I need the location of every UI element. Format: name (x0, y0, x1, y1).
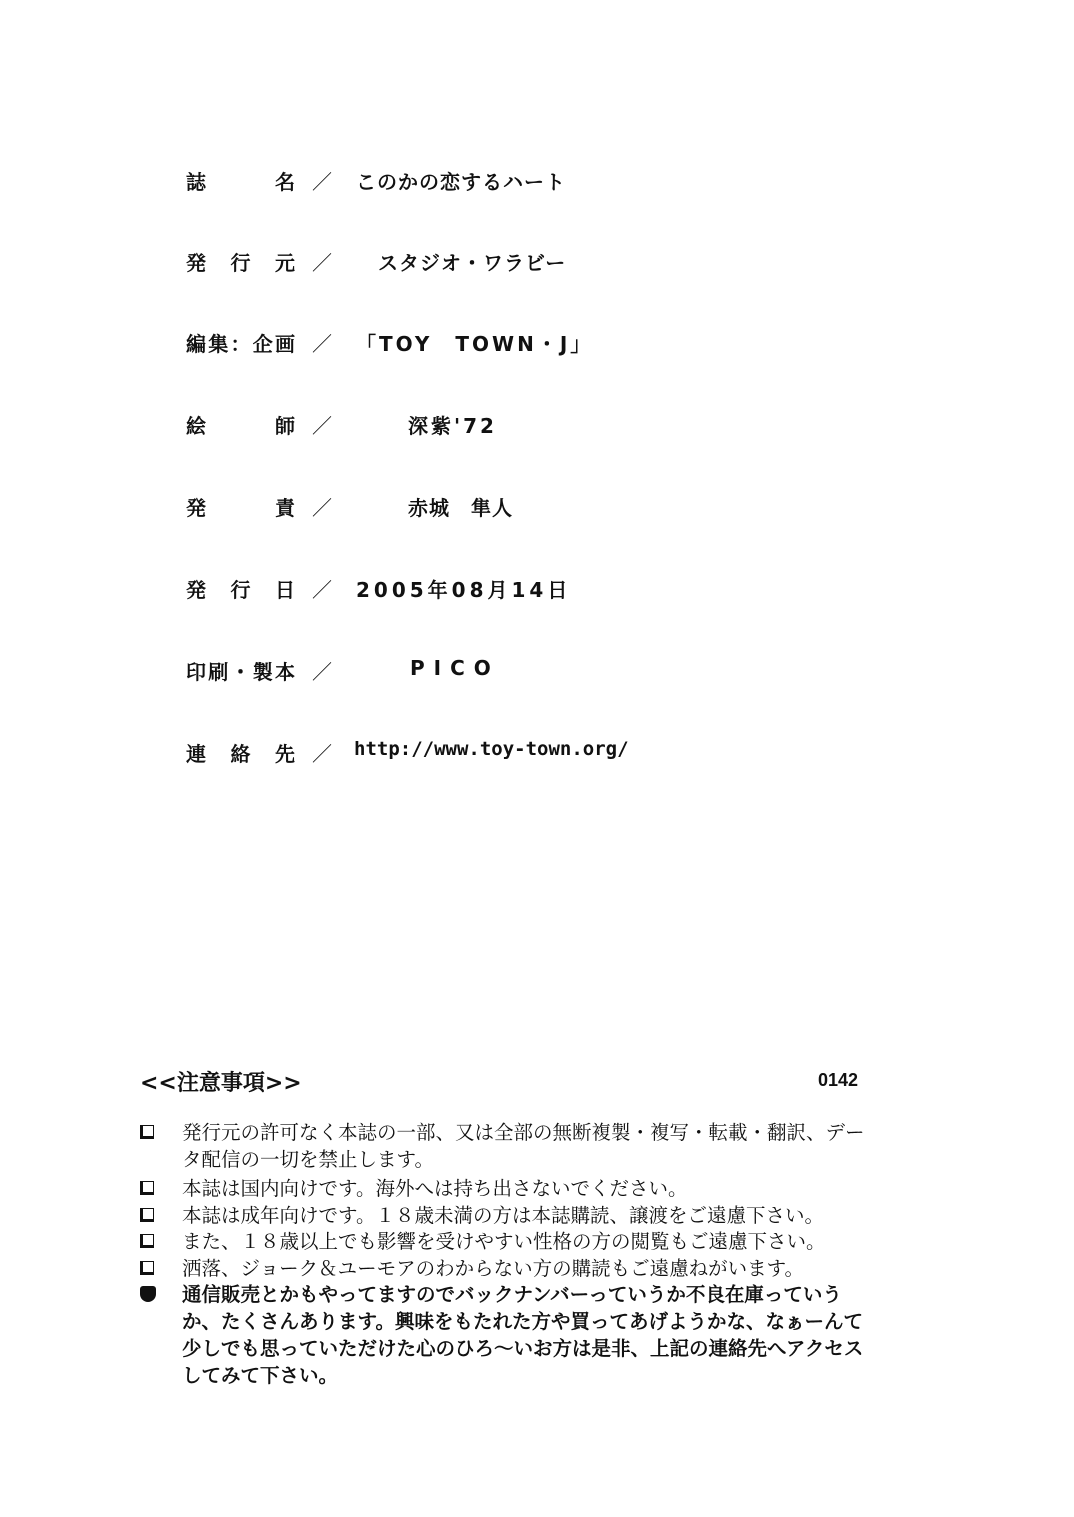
checkbox-icon (140, 1234, 154, 1248)
note-text: 洒落、ジョーク＆ユーモアのわからない方の購読もご遠慮ねがいます。 (182, 1257, 805, 1280)
note-item (140, 1255, 880, 1282)
separator: ／ (312, 332, 333, 356)
label-editor (186, 328, 296, 357)
label-char: 編 (186, 332, 207, 356)
page-number: 0142 (818, 1070, 859, 1090)
note-item (140, 1202, 880, 1229)
label-title (186, 166, 296, 195)
value-contact-url[interactable]: http://www.toy-town.org/ (354, 738, 629, 760)
label-char: 本 (275, 660, 296, 684)
notes-title: <<注意事項>> (140, 1071, 302, 1096)
value-artist: 深紫'72 (408, 414, 497, 438)
label-char: 絡 (230, 742, 252, 766)
label-char: 行 (230, 578, 252, 602)
value-title: このかの恋するハート (356, 170, 566, 194)
label-char: 先 (275, 742, 296, 766)
separator: ／ (312, 742, 333, 766)
label-char: 誌 (186, 170, 207, 194)
label-char: 発 (186, 251, 207, 275)
note-item (140, 1119, 880, 1173)
separator: ／ (312, 660, 333, 684)
value-printer: PICO (410, 656, 500, 680)
label-char: ・ (230, 660, 252, 684)
label-char: 製 (252, 660, 274, 684)
label-contact (186, 738, 296, 767)
checkbox-icon (140, 1125, 154, 1139)
label-char: 名 (275, 170, 296, 194)
checkbox-icon (140, 1208, 154, 1222)
separator: ／ (312, 496, 333, 520)
note-item-mail-order (140, 1281, 880, 1389)
label-char: 師 (275, 414, 296, 438)
note-item (140, 1175, 880, 1202)
value-publisher: スタジオ・ワラビー (378, 251, 567, 275)
note-text: 発行元の許可なく本誌の一部、又は全部の無断複製・複写・転載・翻訳、データ配信の一切を禁止します。 (182, 1121, 865, 1171)
checkbox-icon (140, 1181, 154, 1195)
label-artist (186, 410, 296, 439)
checkbox-icon (140, 1261, 154, 1275)
label-publisher (186, 247, 296, 276)
value-responsible: 赤城 隼人 (408, 496, 513, 520)
note-text: 通信販売とかもやってますのでバックナンバーっていうか不良在庫っていうか、たくさんあります。興味をもたれた方や買ってあげようかな、なぁーんて少しでも思っていただけた心のひろ～いお方は是非、上記の連絡先へアクセスしてみて下さい。 (182, 1283, 864, 1387)
label-char: 印 (186, 660, 207, 684)
label-char: 行 (230, 251, 252, 275)
label-char: 発 (186, 496, 207, 520)
separator: ／ (312, 251, 333, 275)
label-char: 連 (186, 742, 207, 766)
label-char: 絵 (186, 414, 207, 438)
label-date (186, 574, 296, 603)
label-char: 発 (186, 578, 207, 602)
label-char: 日 (275, 578, 296, 602)
note-item (140, 1228, 880, 1255)
label-char: 企 (252, 332, 274, 356)
separator: ／ (312, 170, 333, 194)
separator: ／ (312, 578, 333, 602)
label-char: 画 (275, 332, 296, 356)
label-char: ： (230, 332, 252, 356)
note-text: 本誌は国内向けです。海外へは持ち出さないでください。 (182, 1177, 688, 1200)
label-char: 元 (275, 251, 296, 275)
note-text: また、１８歳以上でも影響を受けやすい性格の方の閲覧もご遠慮下さい。 (182, 1230, 826, 1253)
value-editor: 「TOY TOWN・J」 (356, 332, 594, 356)
separator: ／ (312, 414, 333, 438)
label-printer (186, 656, 296, 685)
value-date: 2005年08月14日 (356, 578, 572, 602)
cube-bullet-icon (140, 1286, 156, 1302)
label-responsible (186, 492, 296, 521)
label-char: 刷 (208, 660, 230, 684)
label-char: 集 (208, 332, 230, 356)
note-text: 本誌は成年向けです。１８歳未満の方は本誌購読、譲渡をご遠慮下さい。 (182, 1204, 824, 1227)
label-char: 責 (275, 496, 296, 520)
